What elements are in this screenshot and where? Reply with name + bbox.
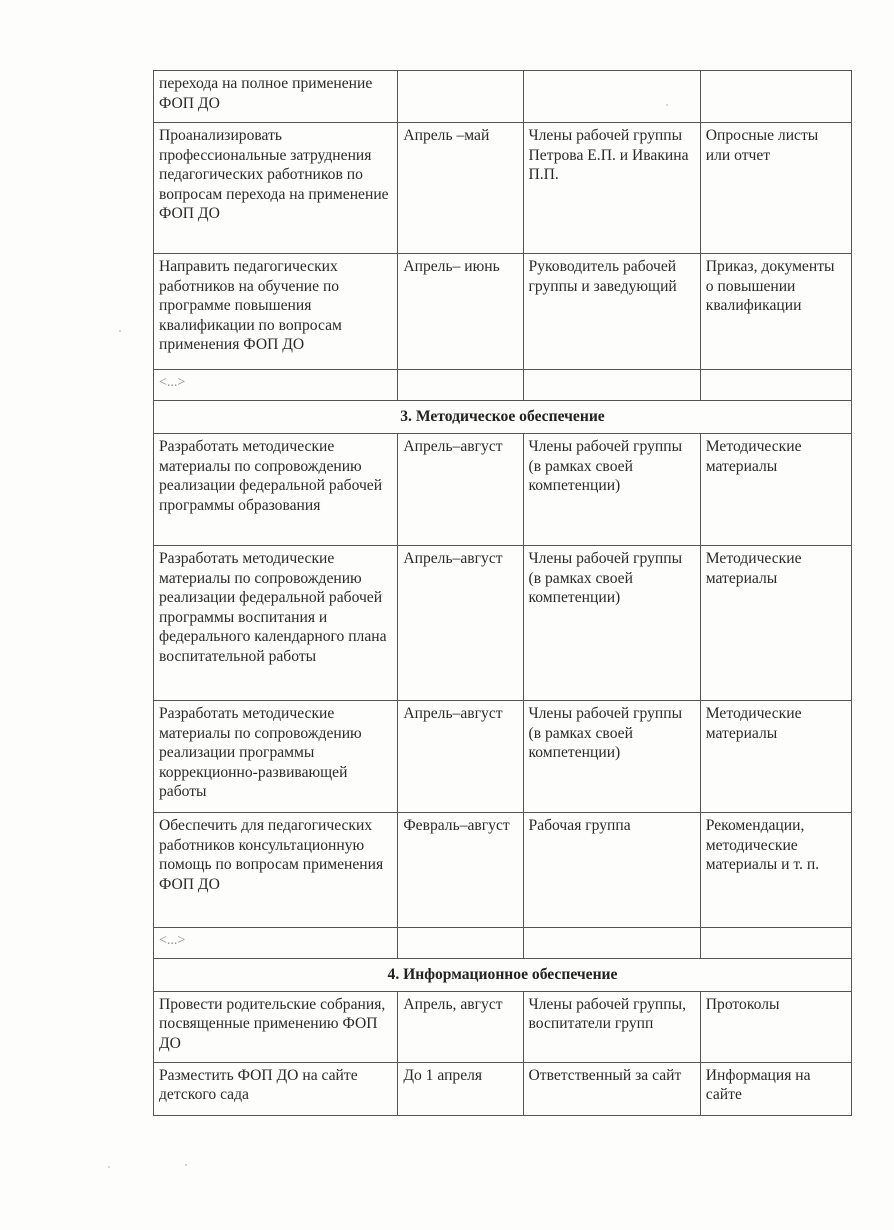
action-plan-table — [153, 70, 852, 1116]
period-cell — [398, 928, 523, 959]
table-row — [154, 1062, 852, 1115]
result-cell: Информация на сайте — [700, 1062, 851, 1115]
task-cell: Обеспечить для педагогических работников консультационную помощь по вопросам применения ФОП ДО — [154, 813, 398, 928]
result-cell: Методические материалы — [700, 546, 851, 701]
scan-speck — [666, 104, 668, 106]
period-cell: Апрель –май — [398, 123, 523, 254]
task-cell: Разработать методические материалы по сопровождению реализации программы коррекционно-развивающей работы — [154, 701, 398, 813]
task-cell: перехода на полное применение ФОП ДО — [154, 71, 398, 123]
responsible-cell: Ответственный за сайт — [523, 1062, 700, 1115]
section-header-row — [154, 959, 852, 992]
ellipsis-row — [154, 928, 852, 959]
result-cell: Рекомендации, методические материалы и т. п. — [700, 813, 851, 928]
table-row — [154, 991, 852, 1062]
result-cell — [700, 370, 851, 401]
period-cell — [398, 71, 523, 123]
responsible-cell: Члены рабочей группы (в рамках своей компетенции) — [523, 546, 700, 701]
period-cell: Апрель– июнь — [398, 254, 523, 370]
table-row — [154, 71, 852, 123]
period-cell: Апрель–август — [398, 434, 523, 546]
result-cell: Методические материалы — [700, 701, 851, 813]
period-cell: Апрель, август — [398, 991, 523, 1062]
section-title-methodical: 3. Методическое обеспечение — [154, 401, 852, 434]
responsible-cell: Руководитель рабочей группы и заведующий — [523, 254, 700, 370]
task-cell: Направить педагогических работников на обучение по программе повышения квалификации по вопросам применения ФОП ДО — [154, 254, 398, 370]
table-row — [154, 254, 852, 370]
result-cell: Протоколы — [700, 991, 851, 1062]
responsible-cell: Члены рабочей группы, воспитатели групп — [523, 991, 700, 1062]
responsible-cell: Члены рабочей группы (в рамках своей компетенции) — [523, 434, 700, 546]
table-row — [154, 813, 852, 928]
responsible-cell: Члены рабочей группы (в рамках своей компетенции) — [523, 701, 700, 813]
responsible-cell — [523, 370, 700, 401]
scan-speck — [119, 330, 121, 332]
scan-speck — [185, 1164, 187, 1166]
period-cell: Февраль–август — [398, 813, 523, 928]
result-cell: Методические материалы — [700, 434, 851, 546]
task-cell: Разработать методические материалы по сопровождению реализации федеральной рабочей программы воспитания и федерального календарного плана воспитательной работы — [154, 546, 398, 701]
result-cell: Приказ, документы о повышении квалификации — [700, 254, 851, 370]
table-row — [154, 123, 852, 254]
period-cell: До 1 апреля — [398, 1062, 523, 1115]
table-row — [154, 434, 852, 546]
period-cell: Апрель–август — [398, 546, 523, 701]
table-row — [154, 546, 852, 701]
section-title-informational: 4. Информационное обеспечение — [154, 959, 852, 992]
task-cell: Разместить ФОП ДО на сайте детского сада — [154, 1062, 398, 1115]
ellipsis-cell: <...> — [154, 370, 398, 401]
responsible-cell — [523, 71, 700, 123]
period-cell — [398, 370, 523, 401]
responsible-cell: Члены рабочей группы Петрова Е.П. и Ивакина П.П. — [523, 123, 700, 254]
scan-speck — [108, 1166, 110, 1168]
period-cell: Апрель–август — [398, 701, 523, 813]
task-cell: Провести родительские собрания, посвященные применению ФОП ДО — [154, 991, 398, 1062]
table-row — [154, 701, 852, 813]
ellipsis-cell: <...> — [154, 928, 398, 959]
responsible-cell — [523, 928, 700, 959]
task-cell: Проанализировать профессиональные затруднения педагогических работников по вопросам перехода на применение ФОП ДО — [154, 123, 398, 254]
responsible-cell: Рабочая группа — [523, 813, 700, 928]
task-cell: Разработать методические материалы по сопровождению реализации федеральной рабочей программы образования — [154, 434, 398, 546]
result-cell: Опросные листы или отчет — [700, 123, 851, 254]
section-header-row — [154, 401, 852, 434]
result-cell — [700, 928, 851, 959]
ellipsis-row — [154, 370, 852, 401]
result-cell — [700, 71, 851, 123]
